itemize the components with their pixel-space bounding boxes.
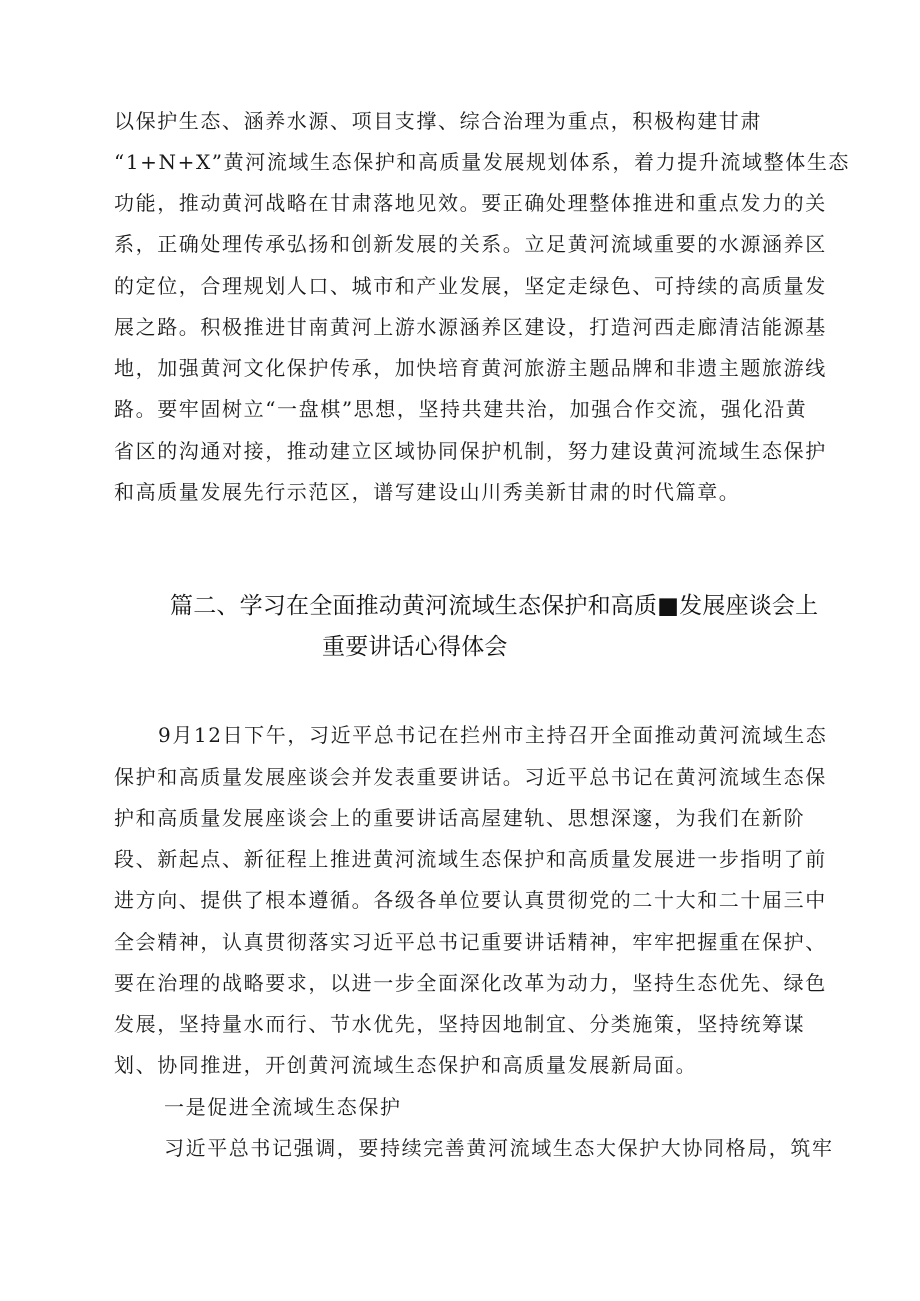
paragraph-line: 以保护生态、涵养水源、项目支撑、综合治理为重点，积极构建甘肃	[114, 109, 762, 133]
subheading: 一是促进全流域生态保护	[164, 1095, 402, 1119]
paragraph-line: 要在治理的战略要求，以进一步全面深化改革为动力，坚持生态优先、绿色	[114, 971, 827, 995]
paragraph-line: 进方向、提供了根本遵循。各级各单位要认真贯彻党的二十大和二十届三中	[114, 888, 827, 912]
paragraph-line: 地，加强黄河文化保护传承，加快培育黄河旅游主题品牌和非遗主题旅游线	[114, 356, 827, 380]
paragraph-line: 省区的沟通对接，推动建立区域协同保护机制，努力建设黄河流域生态保护	[114, 439, 827, 463]
paragraph-line: 路。要牢固树立“一盘棋”思想，坚持共建共治，加强合作交流，强化沿黄	[114, 397, 808, 421]
paragraph-line: 全会精神，认真贯彻落实习近平总书记重要讲话精神，牢牢把握重在保护、	[114, 930, 827, 954]
section-heading-line2: 重要讲话心得体会	[322, 634, 508, 660]
paragraph-line: 保护和高质量发展座谈会并发表重要讲话。习近平总书记在黄河流域生态保	[114, 765, 827, 789]
paragraph-line: 护和高质量发展座谈会上的重要讲话高屋建轨、思想深邃，为我们在新阶	[114, 806, 806, 830]
paragraph-line: 和高质量发展先行示范区，谱写建设山川秀美新甘肃的时代篇章。	[114, 480, 741, 504]
paragraph-line: 划、协同推进，开创黄河流域生态保护和高质量发展新局面。	[114, 1053, 698, 1077]
paragraph-line: 发展，坚持量水而行、节水优先，坚持因地制宜、分类施策，坚持统筹谋	[114, 1012, 806, 1036]
paragraph-line: 的定位，合理规划人口、城市和产业发展，坚定走绿色、可持续的高质量发	[114, 274, 827, 298]
paragraph-line: 段、新起点、新征程上推进黄河流域生态保护和高质量发展进一步指明了前	[114, 847, 827, 871]
paragraph-line: 展之路。积极推进甘南黄河上游水源涵养区建设，打造河西走廊清洁能源基	[114, 315, 827, 339]
paragraph-line: 系，正确处理传承弘扬和创新发展的关系。立足黄河流域重要的水源涵养区	[114, 232, 827, 256]
paragraph-line: 功能，推动黄河战略在甘肃落地见效。要正确处理整体推进和重点发力的关	[114, 191, 827, 215]
paragraph-line: “1+N+X”黄河流域生态保护和高质量发展规划体系，着力提升流域整体生态	[114, 150, 851, 174]
paragraph-line: 9月12日下午，习近平总书记在拦州市主持召开全面推动黄河流域生态	[158, 723, 828, 747]
section-heading-line1: 篇二、学习在全面推动黄河流域生态保护和高质■发展座谈会上	[170, 593, 819, 619]
paragraph-line: 习近平总书记强调，要持续完善黄河流域生态大保护大协同格局，筑牢	[164, 1136, 834, 1160]
